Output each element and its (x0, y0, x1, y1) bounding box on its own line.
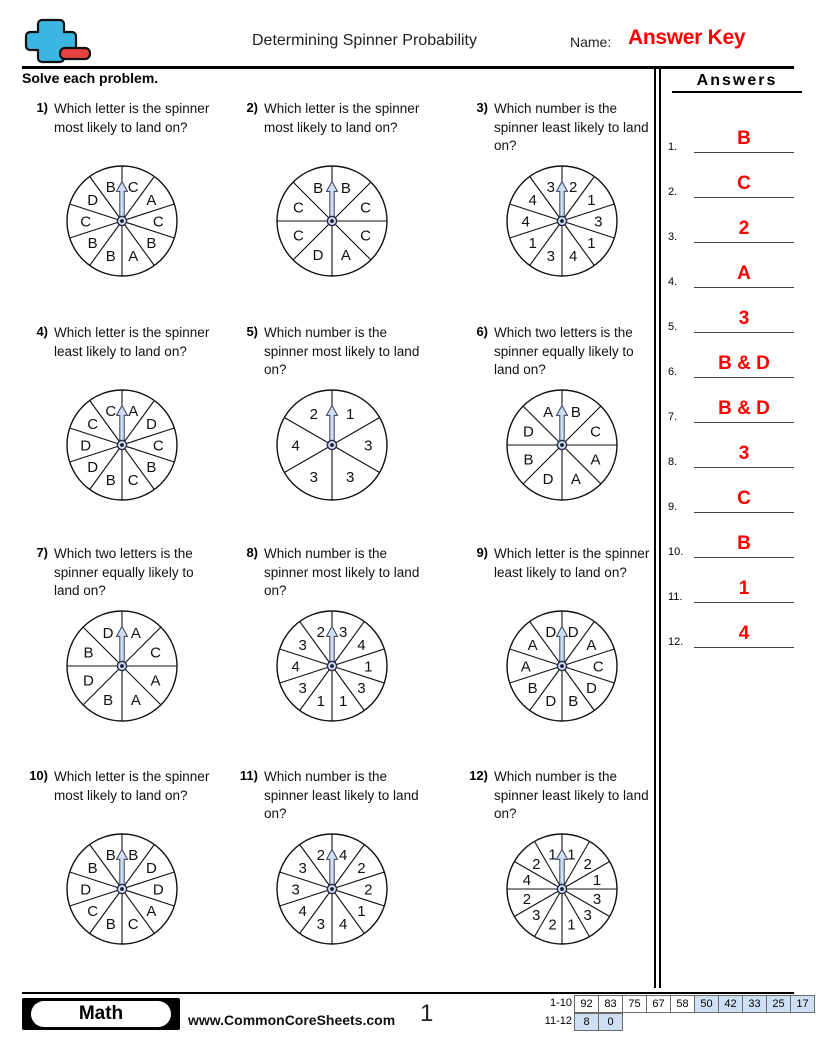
spinner-segment-label: B (87, 234, 98, 252)
spinner-segment-label: 3 (339, 623, 348, 641)
spinner-segment-label: 2 (316, 623, 325, 641)
spinner-segment-label: B (105, 472, 116, 490)
grading-scale-cell: 58 (670, 995, 695, 1013)
spinner-segment-label: 3 (345, 468, 355, 486)
answer-number: 9. (668, 501, 678, 513)
grading-scale-row (530, 1013, 815, 1030)
spinner-segment-label: 1 (339, 693, 348, 711)
spinner-segment-label: D (145, 416, 157, 434)
spinner-segment-label: 3 (546, 248, 555, 266)
spinner-segment-label: 4 (528, 192, 537, 210)
spinner-segment-label: 2 (309, 406, 319, 424)
spinner-segment-label: 2 (364, 881, 373, 899)
spinner-segment-label: B (146, 234, 157, 252)
problem-question-text: Which number is the spinner least likely to land on? (264, 769, 419, 821)
problem-question-text: Which number is the spinner most likely to land on? (264, 546, 420, 598)
spinner-segment-label: 4 (339, 916, 348, 934)
subject-badge (22, 998, 180, 1030)
problem-number: 12) (469, 768, 488, 783)
spinner-segment-label: 3 (357, 679, 366, 697)
spinner-graphic (503, 830, 621, 948)
spinner-segment-label: 4 (357, 637, 366, 655)
spinner-segment-label: B (128, 846, 139, 864)
spinner-segment-label: 3 (298, 637, 307, 655)
spinner-segment-label: 4 (298, 902, 307, 920)
spinner-container (462, 386, 662, 504)
spinner-container (232, 386, 432, 504)
spinner-container (22, 162, 222, 280)
spinner-segment-label: 3 (316, 916, 325, 934)
grading-scale-cell: 50 (694, 995, 719, 1013)
problem-number: 4) (36, 324, 48, 339)
spinner-segment-label: B (87, 860, 98, 878)
spinner-segment-label: D (312, 247, 324, 265)
answer-value: A (737, 263, 751, 284)
grading-scale-row (530, 995, 815, 1012)
spinner-segment-label: C (152, 213, 164, 231)
answer-value: C (737, 173, 751, 194)
spinner-segment-label: D (80, 437, 92, 455)
spinner-segment-label: 3 (298, 860, 307, 878)
problem-number: 5) (246, 324, 258, 339)
grading-scale-range-label: 11-12 (544, 1015, 572, 1027)
spinner-segment-label: A (128, 248, 139, 266)
problem-question-text: Which number is the spinner least likely to land on? (494, 769, 649, 821)
plus-minus-logo-icon (22, 18, 94, 64)
spinner-segment-label: B (105, 916, 116, 934)
answer-number: 8. (668, 456, 678, 468)
spinner-segment-label: A (520, 658, 531, 676)
answer-row (668, 198, 796, 243)
page-number: 1 (420, 1000, 434, 1027)
problem-question-text: Which two letters is the spinner equally likely to land on? (54, 546, 194, 598)
spinner-container (232, 162, 432, 280)
answer-number: 5. (668, 321, 678, 333)
spinner-segment-label: 3 (594, 213, 603, 231)
spinner-segment-label: A (590, 451, 601, 469)
problem-question-text: Which letter is the spinner most likely to land on? (54, 769, 210, 803)
answer-number: 3. (668, 231, 678, 243)
spinner-segment-label: D (145, 860, 157, 878)
spinner-segment-label: 2 (532, 855, 541, 873)
problem-question-text: Which letter is the spinner most likely to land on? (54, 101, 210, 135)
problem-number: 6) (476, 324, 488, 339)
spinner-segment-label: 4 (291, 437, 300, 455)
answer-value: B (737, 128, 751, 149)
problem-number: 9) (476, 545, 488, 560)
answer-row (668, 333, 796, 378)
spinner-container (22, 386, 222, 504)
spinner-segment-label: A (543, 403, 554, 421)
spinner-graphic (503, 386, 621, 504)
spinner-segment-label: B (105, 248, 116, 266)
grading-scale-cell: 17 (790, 995, 815, 1013)
problem-question-text: Which letter is the spinner least likely to land on? (494, 546, 650, 580)
spinner-segment-label: C (293, 199, 304, 217)
spinner-segment-label: C (590, 423, 601, 441)
spinner-segment-label: C (150, 644, 161, 662)
spinner-container (232, 607, 432, 725)
grading-scale-cell: 83 (598, 995, 623, 1013)
answer-row (668, 513, 796, 558)
answer-number: 1. (668, 141, 678, 153)
spinner-segment-label: 1 (567, 916, 576, 934)
spinner-graphic (63, 386, 181, 504)
spinner-segment-label: 1 (567, 846, 576, 864)
spinner-segment-label: 2 (569, 178, 578, 196)
spinner-segment-label: D (523, 423, 534, 441)
spinner-segment-label: B (523, 451, 534, 469)
spinner-segment-label: 2 (316, 846, 325, 864)
problem-number: 11) (239, 768, 258, 783)
problem-question-text: Which two letters is the spinner equally likely to land on? (494, 325, 634, 377)
spinner-segment-label: C (87, 416, 99, 434)
spinner-segment-label: 2 (522, 890, 532, 908)
answer-number: 11. (668, 591, 683, 603)
problem-question-text: Which letter is the spinner most likely to land on? (264, 101, 420, 135)
spinner-segment-label: C (127, 178, 139, 196)
spinner-segment-label: A (570, 471, 581, 489)
spinner-segment-label: A (527, 637, 538, 655)
spinner-segment-label: D (542, 471, 554, 489)
spinner-segment-label: A (146, 902, 157, 920)
spinner-segment-label: 3 (291, 881, 300, 899)
spinner-segment-label: 3 (532, 907, 541, 925)
spinner-segment-label: B (103, 692, 114, 710)
spinner-segment-label: 3 (583, 907, 592, 925)
spinner-segment-label: 4 (522, 872, 532, 890)
answer-number: 2. (668, 186, 678, 198)
spinner-segment-label: 2 (548, 916, 557, 934)
problem-question-text: Which number is the spinner least likely to land on? (494, 101, 649, 153)
spinner-segment-label: 3 (364, 437, 373, 455)
name-value: Answer Key (628, 26, 746, 49)
spinner-segment-label: 3 (592, 890, 602, 908)
spinner-segment-label: B (568, 693, 579, 711)
grading-scale (530, 995, 815, 1031)
answer-number: 10. (668, 546, 684, 558)
answer-value: 4 (738, 623, 750, 644)
spinner-segment-label: D (585, 679, 597, 697)
spinner-graphic (273, 386, 391, 504)
problem-number: 10) (29, 768, 48, 783)
problem-number: 2) (246, 100, 258, 115)
answer-row (668, 558, 796, 603)
grading-scale-range-label: 1-10 (549, 997, 572, 1009)
spinner-segment-label: A (146, 192, 157, 210)
spinner-graphic (503, 607, 621, 725)
spinner-segment-label: C (293, 227, 304, 245)
answer-value: 2 (738, 218, 750, 239)
grading-scale-cell: 0 (598, 1013, 623, 1031)
answer-number: 6. (668, 366, 678, 378)
spinner-segment-label: 1 (316, 693, 325, 711)
spinner-graphic (273, 162, 391, 280)
spinner-segment-label: 4 (569, 248, 578, 266)
spinner-container (462, 830, 662, 948)
spinner-segment-label: 1 (364, 658, 373, 676)
answer-row (668, 108, 796, 153)
header-divider (22, 66, 794, 69)
spinner-segment-label: C (105, 402, 117, 420)
answer-value: B & D (718, 398, 770, 419)
spinner-segment-label: D (80, 881, 92, 899)
grading-scale-cell: 75 (622, 995, 647, 1013)
answer-row (668, 243, 796, 288)
footer-divider (22, 992, 794, 994)
spinner-segment-label: 2 (357, 860, 366, 878)
spinner-container (462, 162, 662, 280)
grading-scale-cell: 67 (646, 995, 671, 1013)
answer-number: 4. (668, 276, 678, 288)
problem-number: 3) (476, 100, 488, 115)
answer-row (668, 153, 796, 198)
spinner-segment-label: B (105, 178, 116, 196)
spinner-segment-label: 1 (357, 902, 366, 920)
spinner-segment-label: A (340, 247, 351, 265)
answer-row (668, 378, 796, 423)
answer-row (668, 423, 796, 468)
problem-question-text: Which number is the spinner most likely to land on? (264, 325, 420, 377)
page-header (22, 14, 794, 66)
spinner-container (22, 830, 222, 948)
spinner-segment-label: B (105, 846, 116, 864)
spinner-graphic (273, 607, 391, 725)
spinner-graphic (63, 830, 181, 948)
spinner-segment-label: A (128, 402, 139, 420)
problem-number: 8) (246, 545, 258, 560)
spinner-container (232, 830, 432, 948)
spinner-segment-label: A (150, 672, 161, 690)
spinner-segment-label: C (80, 213, 92, 231)
answer-value: B (737, 533, 751, 554)
spinner-container (462, 607, 662, 725)
spinner-segment-label: 4 (291, 658, 300, 676)
spinner-segment-label: C (360, 199, 371, 217)
name-label: Name: (570, 34, 612, 50)
spinner-segment-label: 1 (345, 406, 355, 424)
grading-scale-cell: 33 (742, 995, 767, 1013)
spinner-graphic (273, 830, 391, 948)
spinner-segment-label: D (83, 672, 94, 690)
spinner-segment-label: 4 (521, 213, 530, 231)
spinner-segment-label: 1 (592, 872, 602, 890)
answer-value: 3 (738, 308, 750, 329)
answer-value: 1 (738, 578, 750, 599)
spinner-container (22, 607, 222, 725)
spinner-segment-label: 3 (298, 679, 307, 697)
spinner-segment-label: A (586, 637, 597, 655)
spinner-segment-label: B (527, 679, 538, 697)
spinner-segment-label: D (567, 623, 579, 641)
spinner-segment-label: B (83, 644, 94, 662)
spinner-segment-label: D (102, 624, 114, 642)
spinner-segment-label: B (313, 179, 324, 197)
website-url: www.CommonCoreSheets.com (188, 1012, 396, 1028)
answer-row (668, 288, 796, 333)
spinner-segment-label: C (360, 227, 371, 245)
spinner-segment-label: 1 (587, 192, 596, 210)
grading-scale-cell: 8 (574, 1013, 599, 1031)
spinner-segment-label: A (130, 692, 141, 710)
spinner-segment-label: B (570, 403, 581, 421)
answer-blank-line (694, 647, 794, 648)
spinner-segment-label: 3 (309, 468, 319, 486)
spinner-segment-label: A (130, 624, 141, 642)
spinner-segment-label: B (146, 458, 157, 476)
answer-value: B & D (718, 353, 770, 374)
spinner-segment-label: 2 (583, 855, 592, 873)
spinner-segment-label: B (340, 179, 351, 197)
spinner-segment-label: C (127, 916, 139, 934)
spinner-graphic (63, 162, 181, 280)
grading-scale-cell: 25 (766, 995, 791, 1013)
spinner-segment-label: D (87, 458, 99, 476)
page-title: Determining Spinner Probability (252, 32, 477, 49)
answers-heading: Answers (672, 72, 802, 93)
spinner-graphic (503, 162, 621, 280)
spinner-segment-label: C (87, 902, 99, 920)
spinner-segment-label: D (545, 623, 557, 641)
spinner-segment-label: D (152, 881, 164, 899)
spinner-segment-label: 1 (528, 234, 537, 252)
answer-row (668, 603, 796, 648)
problem-number: 1) (36, 100, 48, 115)
spinner-segment-label: 3 (546, 178, 555, 196)
spinner-segment-label: 4 (339, 846, 348, 864)
answer-value: 3 (738, 443, 750, 464)
grading-scale-cell: 42 (718, 995, 743, 1013)
spinner-segment-label: 1 (587, 234, 596, 252)
spinner-segment-label: C (152, 437, 164, 455)
spinner-segment-label: 1 (548, 846, 557, 864)
problem-number: 7) (36, 545, 48, 560)
subject-badge-label: Math (31, 1001, 171, 1027)
problem-question-text: Which letter is the spinner least likely to land on? (54, 325, 210, 359)
spinner-graphic (63, 607, 181, 725)
answer-value: C (737, 488, 751, 509)
answer-number: 7. (668, 411, 678, 423)
spinner-segment-label: D (87, 192, 99, 210)
spinner-segment-label: D (545, 693, 557, 711)
answer-row (668, 468, 796, 513)
instructions: Solve each problem. (22, 70, 159, 86)
spinner-segment-label: C (127, 472, 139, 490)
grading-scale-cell: 92 (574, 995, 599, 1013)
spinner-segment-label: C (592, 658, 604, 676)
answer-number: 12. (668, 636, 684, 648)
